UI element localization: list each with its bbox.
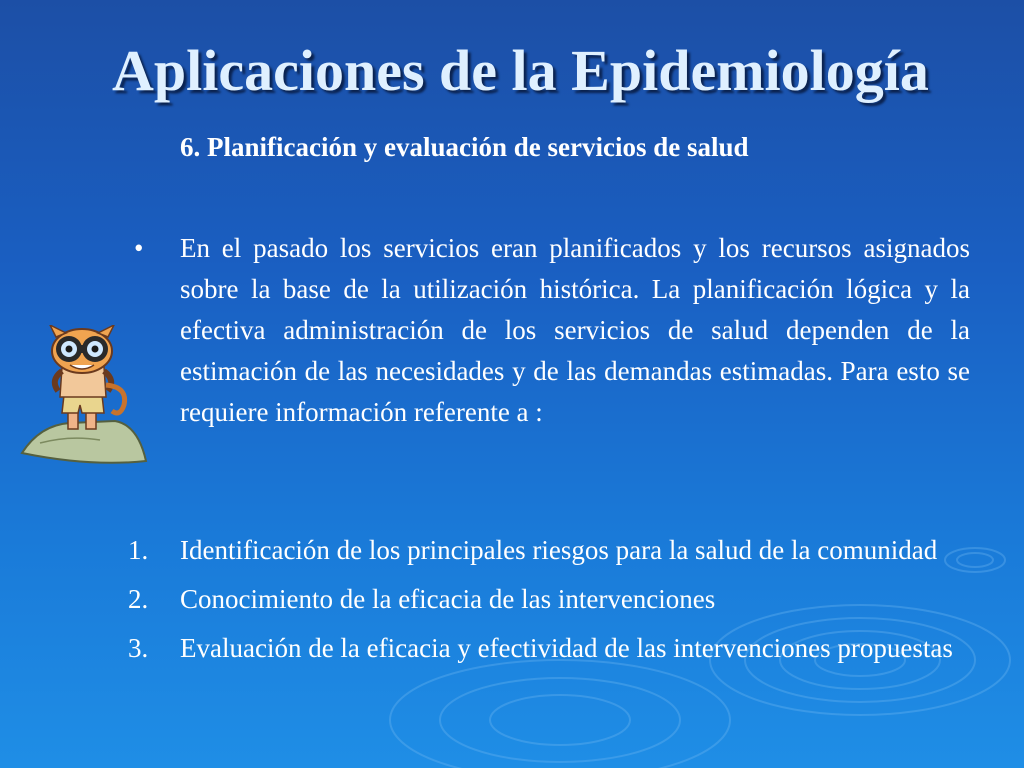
list-text: Evaluación de la eficacia y efectividad de las intervenciones propuestas [180,633,953,663]
list-item [128,579,973,620]
list-item [128,530,973,571]
list-number: 3. [128,633,149,663]
list-text: Conocimiento de la eficacia de las intervenciones [180,584,716,614]
numbered-list [128,530,973,677]
slide-subtitle: 6. Planificación y evaluación de servicios de salud [180,132,749,162]
list-number: 1. [128,535,149,565]
cartoon-explorer-with-binoculars-icon [20,325,150,470]
bullet-text: En el pasado los servicios eran planificados y los recursos asignados sobre la base de la utilización histórica. La planificación lógica y la efectiva administración de los servicios de salud dependen de la estimación de las necesidades y de las demandas estimadas. Para esto se requiere información referente a : [180,233,970,427]
slide-title: Aplicaciones de la Epidemiología [112,38,929,103]
list-item [128,628,973,669]
list-number: 2. [128,584,149,614]
bullet-marker: • [134,233,144,263]
list-text: Identificación de los principales riesgos para la salud de la comunidad [180,535,938,565]
